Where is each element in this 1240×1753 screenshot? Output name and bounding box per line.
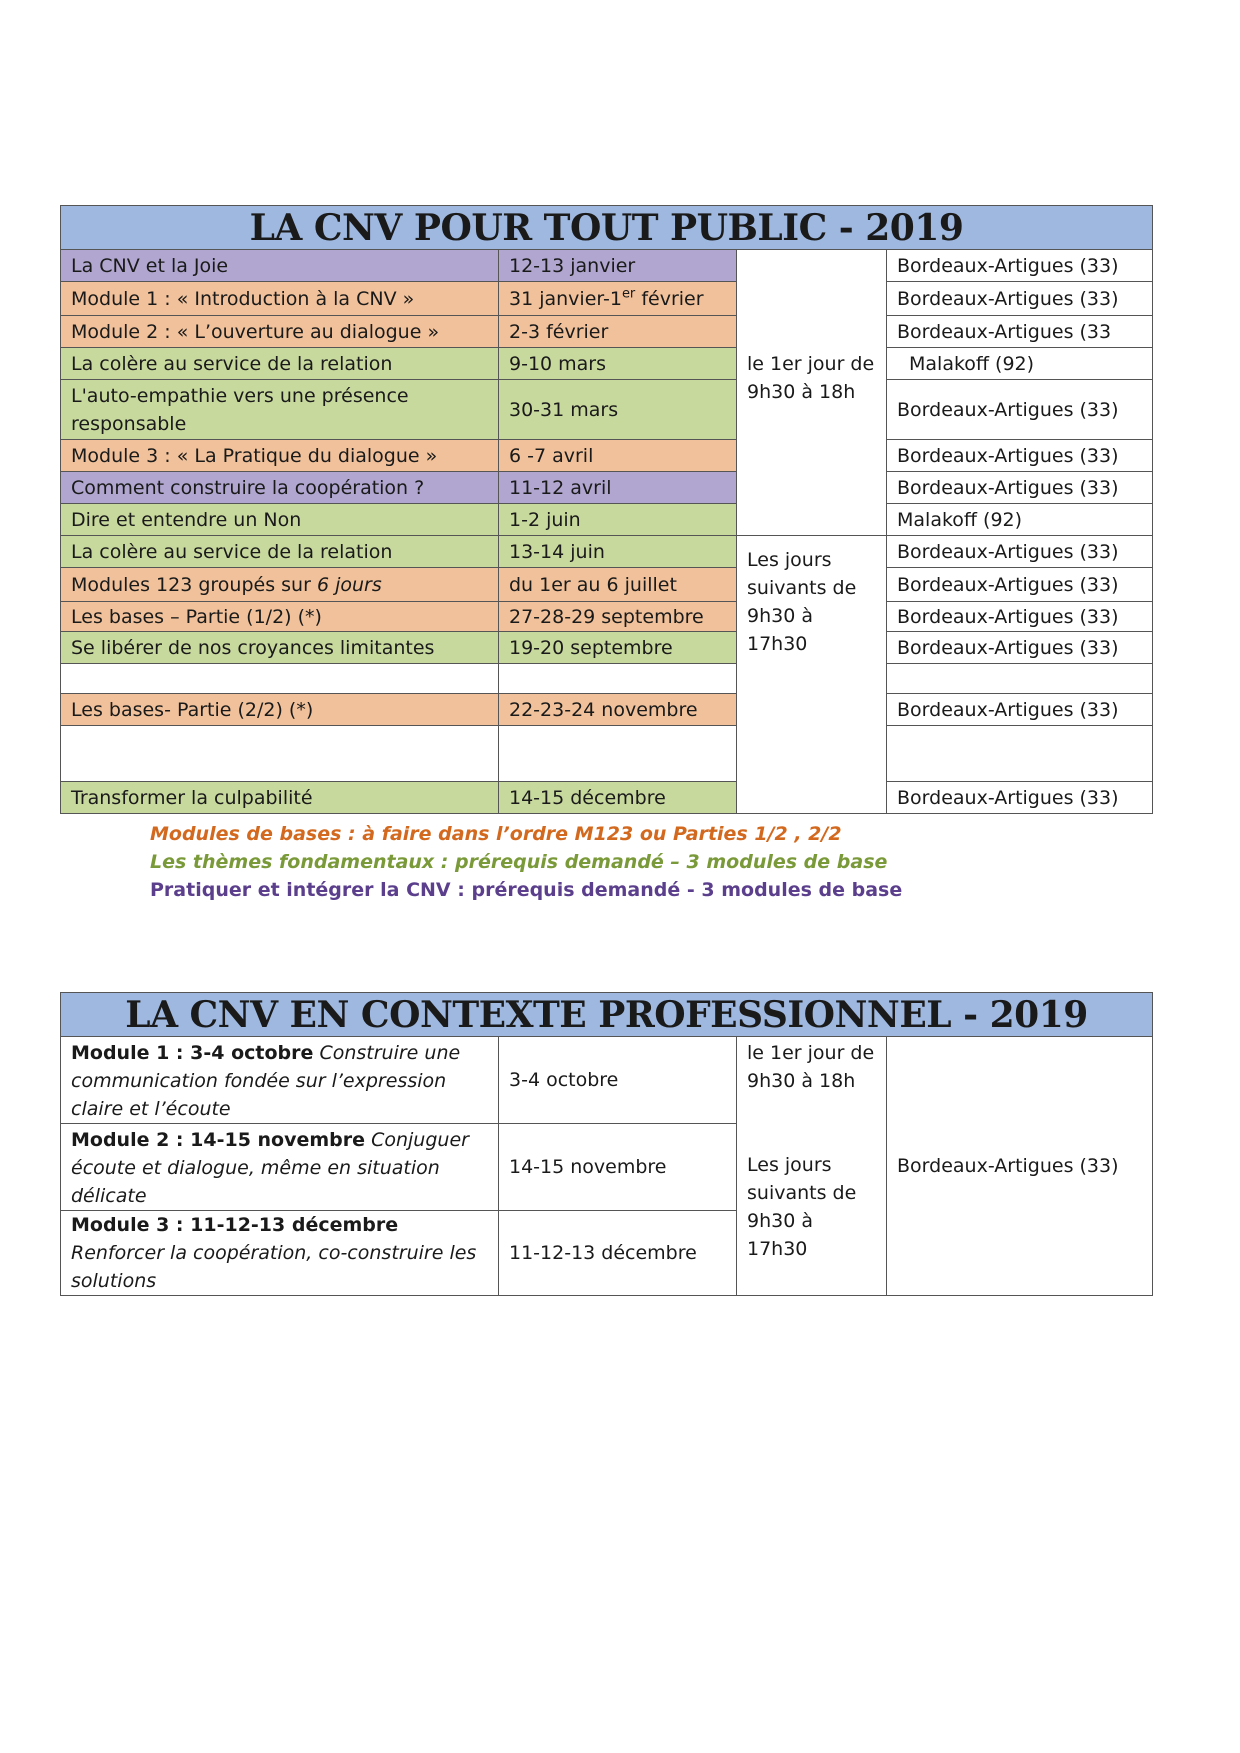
- course-name: La colère au service de la relation: [61, 536, 499, 568]
- module-description: Module 3 : 11-12-13 décembre Renforcer la coopération, co-construire les solutions: [61, 1211, 499, 1296]
- schedule-table-professional: [60, 992, 1153, 1296]
- course-name: La colère au service de la relation: [61, 348, 499, 380]
- course-place: Bordeaux-Artigues (33): [887, 694, 1153, 726]
- table-title: LA CNV POUR TOUT PUBLIC - 2019: [61, 206, 1153, 250]
- course-date: 14-15 décembre: [499, 782, 737, 814]
- course-date: 9-10 mars: [499, 348, 737, 380]
- module-description: Module 2 : 14-15 novembre Conjuguer écoute et dialogue, même en situation délicate: [61, 1124, 499, 1211]
- course-name: Les bases – Partie (1/2) (*): [61, 602, 499, 632]
- course-place: Bordeaux-Artigues (33): [887, 536, 1153, 568]
- course-place: Malakoff (92): [887, 348, 1153, 380]
- course-place: Bordeaux-Artigues (33): [887, 632, 1153, 664]
- course-name: Les bases- Partie (2/2) (*): [61, 694, 499, 726]
- course-name: Dire et entendre un Non: [61, 504, 499, 536]
- time-first-day: le 1er jour de 9h30 à 18h: [737, 250, 887, 536]
- legend-base-modules: Modules de bases : à faire dans l’ordre M123 ou Parties 1/2 , 2/2: [150, 823, 842, 845]
- course-name: La CNV et la Joie: [61, 250, 499, 282]
- empty-cell: [887, 726, 1153, 782]
- time-next-days: Les jours suivants de 9h30 à 17h30: [737, 536, 887, 814]
- course-date: 30-31 mars: [499, 380, 737, 440]
- course-place: Bordeaux-Artigues (33): [887, 380, 1153, 440]
- course-date: 11-12 avril: [499, 472, 737, 504]
- legend-fundamental-themes: Les thèmes fondamentaux : prérequis demandé – 3 modules de base: [150, 851, 888, 873]
- course-place: Bordeaux-Artigues (33): [887, 602, 1153, 632]
- time-schedule: le 1er jour de 9h30 à 18h Les jours suivants de 9h30 à 17h30: [737, 1037, 887, 1296]
- course-place: Bordeaux-Artigues (33): [887, 568, 1153, 602]
- course-date: 6 -7 avril: [499, 440, 737, 472]
- course-place: Bordeaux-Artigues (33): [887, 440, 1153, 472]
- schedule-table-public: [60, 205, 1153, 814]
- course-name: Module 3 : « La Pratique du dialogue »: [61, 440, 499, 472]
- course-name: Comment construire la coopération ?: [61, 472, 499, 504]
- module-place: Bordeaux-Artigues (33): [887, 1037, 1153, 1296]
- course-place: Bordeaux-Artigues (33: [887, 316, 1153, 348]
- module-description: Module 1 : 3-4 octobre Construire une communication fondée sur l’expression claire et l’écoute: [61, 1037, 499, 1124]
- course-name: L'auto-empathie vers une présence responsable: [61, 380, 499, 440]
- course-name: Se libérer de nos croyances limitantes: [61, 632, 499, 664]
- table-title: LA CNV EN CONTEXTE PROFESSIONNEL - 2019: [61, 993, 1153, 1037]
- empty-cell: [887, 664, 1153, 694]
- empty-cell: [61, 664, 499, 694]
- course-date: 13-14 juin: [499, 536, 737, 568]
- course-date: 19-20 septembre: [499, 632, 737, 664]
- legend-practice: Pratiquer et intégrer la CNV : prérequis demandé - 3 modules de base: [150, 879, 903, 901]
- course-place: Bordeaux-Artigues (33): [887, 282, 1153, 316]
- course-place: Malakoff (92): [887, 504, 1153, 536]
- module-date: 3-4 octobre: [499, 1037, 737, 1124]
- course-place: Bordeaux-Artigues (33): [887, 782, 1153, 814]
- course-date: 1-2 juin: [499, 504, 737, 536]
- empty-cell: [499, 726, 737, 782]
- empty-cell: [61, 726, 499, 782]
- course-name: Module 2 : « L’ouverture au dialogue »: [61, 316, 499, 348]
- course-date: 27-28-29 septembre: [499, 602, 737, 632]
- course-date: 2-3 février: [499, 316, 737, 348]
- empty-cell: [499, 664, 737, 694]
- module-date: 14-15 novembre: [499, 1124, 737, 1211]
- course-date: 12-13 janvier: [499, 250, 737, 282]
- course-name: Module 1 : « Introduction à la CNV »: [61, 282, 499, 316]
- module-date: 11-12-13 décembre: [499, 1211, 737, 1296]
- course-name: Transformer la culpabilité: [61, 782, 499, 814]
- course-name: Modules 123 groupés sur 6 jours: [61, 568, 499, 602]
- course-date: 31 janvier-1er février: [499, 282, 737, 316]
- course-date: du 1er au 6 juillet: [499, 568, 737, 602]
- course-place: Bordeaux-Artigues (33): [887, 472, 1153, 504]
- course-date: 22-23-24 novembre: [499, 694, 737, 726]
- course-place: Bordeaux-Artigues (33): [887, 250, 1153, 282]
